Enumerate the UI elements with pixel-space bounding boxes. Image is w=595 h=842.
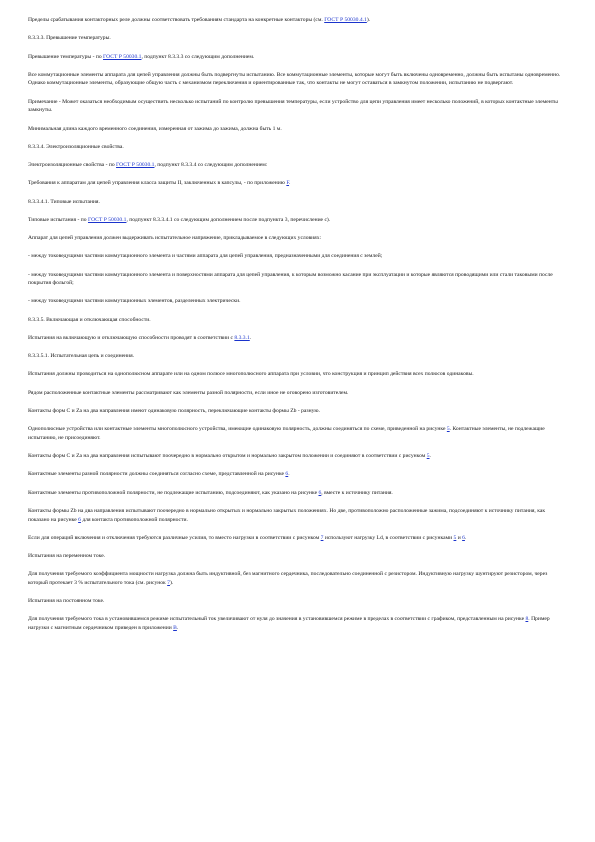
paragraph-text: Примечание - Может оказаться необходимым осуществить несколько испытаний по контролю превышения температуры, если устройство для цепи управления имеет несколько положений, в которых контактные элементы замкнуты. xyxy=(28,98,558,114)
paragraph-text: . xyxy=(249,334,252,341)
paragraph-text: 8.3.3.4.1. Типовые испытания. xyxy=(28,198,100,205)
paragraph-text: Контакты форм C и Za на два направления испытывают поочередно в нормально открытом и нормально закрытом положении и соединяют в соответствии с рисунком xyxy=(28,453,427,460)
paragraph-text: Рядом расположенные контактные элементы рассматривают как элементы разной полярности, если иное не оговорено изготовителем. xyxy=(28,389,349,396)
paragraph-p13 xyxy=(28,252,563,261)
paragraph-p5 xyxy=(28,98,563,115)
reference-link[interactable]: ГОСТ Р 50030.1 xyxy=(87,216,127,223)
paragraph-p23 xyxy=(28,452,563,461)
paragraph-p18 xyxy=(28,352,563,361)
paragraph-p29 xyxy=(28,570,563,587)
paragraph-text: Контакты формы Zb на два направления испытывают поочередно в нормально открытых и нормально закрытых положениях. Но две, противоположно расположенные зажима, подсоединяют к источнику питания, как показано на рисунке xyxy=(28,507,546,523)
paragraph-p7 xyxy=(28,143,563,152)
paragraph-text: - между токоведущими частями коммутационных элементов, разделенных электрически. xyxy=(28,298,241,305)
paragraph-text: . xyxy=(176,625,179,632)
paragraph-text: Минимальная длина каждого временного соединения, измеренная от зажима до зажима, должна быть 1 м. xyxy=(28,125,282,132)
paragraph-text: Испытания на включающую и отключающую способности проводят в соответствии с xyxy=(28,334,235,341)
paragraph-p20 xyxy=(28,389,563,398)
paragraph-text: Пределы срабатывания контакторных реле должны соответствовать требованиям стандарта на конкретные контакторы (см. xyxy=(28,17,325,23)
paragraph-p10 xyxy=(28,198,563,207)
reference-link[interactable]: ГОСТ Р 50030.1 xyxy=(116,162,155,169)
paragraph-text: 8.3.3.5.1. Испытательная цепь и соединения. xyxy=(28,353,135,360)
paragraph-text: Контактные элементы разной полярности должны соединяться согласно схеме, представленной на рисунке xyxy=(28,471,286,478)
paragraph-p6 xyxy=(28,125,563,134)
paragraph-text: . xyxy=(464,534,467,541)
paragraph-text: Испытания на постоянном токе. xyxy=(28,598,105,605)
reference-link[interactable]: ГОСТ Р 50030.4.1 xyxy=(324,17,367,23)
paragraph-text: 8.3.3.4. Электроизоляционные свойства. xyxy=(28,143,124,150)
reference-link[interactable]: 7 xyxy=(167,579,170,586)
paragraph-text: Аппарат для цепей управления должен выдерживать испытательное напряжение, прикладываемое в следующих условиях: xyxy=(28,235,322,242)
reference-link[interactable]: ГОСТ Р 50030.1 xyxy=(103,53,142,60)
paragraph-p21 xyxy=(28,407,563,416)
paragraph-p27 xyxy=(28,534,563,543)
reference-link[interactable]: 6 xyxy=(285,471,289,478)
paragraph-text: Типовые испытания - по xyxy=(28,216,88,223)
paragraph-text: . Пример нагрузки с магнитным сердечником приведен в приложении xyxy=(28,616,550,632)
document-page xyxy=(28,16,563,642)
paragraph-text: и xyxy=(456,534,463,541)
paragraph-p16 xyxy=(28,316,563,325)
paragraph-p28 xyxy=(28,552,563,561)
paragraph-text: Испытания должны проводиться на однополюсном аппарате или на одном полюсе многополюсного аппарата при условии, что конструкция и принцип действия всех полюсов одинаковы. xyxy=(28,371,474,378)
paragraph-p2 xyxy=(28,34,563,43)
paragraph-text: для контакта противоположной полярности. xyxy=(80,516,188,523)
paragraph-p11 xyxy=(28,216,563,225)
paragraph-p4 xyxy=(28,71,563,88)
paragraph-p3 xyxy=(28,53,563,62)
paragraph-p15 xyxy=(28,297,563,306)
paragraph-text: Все коммутационные элементы аппарата для цепей управления должны быть подвергнуты испытанию. Все коммутационные элементы, которые могут быть включены одновременно, должны быть испытаны одновременно. Однако коммутационные элементы, образующие общую часть с механизмом переключения и ориентированные так, что контакты не могут оставаться в замкнутом положении, испытанию не подвергают. xyxy=(28,71,561,87)
paragraph-p12 xyxy=(28,234,563,243)
paragraph-text: Для получения требуемого тока в установившемся режиме испытательный ток увеличивают от нуля до значения в установившемся режиме в пределах в соответствии с графиком, представленным на рисунке xyxy=(28,616,526,623)
reference-link[interactable]: 6 xyxy=(462,534,465,541)
paragraph-text: - между токоведущими частями коммутационного элемента и частями аппарата для цепей управления, предназначенными для соединения с землей; xyxy=(28,253,383,260)
paragraph-text: . xyxy=(288,471,290,478)
paragraph-text: Контактные элементы противоположной полярности, не подлежащие испытанию, подсоединяют, как указано на рисунке xyxy=(28,489,319,496)
paragraph-text: Контакты форм C и Za на два направления имеют одинаковую полярность, переключающие контакты формы Zb - разную. xyxy=(28,407,320,414)
reference-link[interactable]: 6 xyxy=(78,516,81,523)
paragraph-text: Однополюсные устройства или контактные элементы многополюсного устройства, имеющие одинаковую полярность, должны соединяться по схеме, приведенной на рисунке xyxy=(28,426,447,433)
paragraph-text: . Контактные элементы, не подлежащие испытанию, не присоединяют. xyxy=(28,426,545,441)
paragraph-text: - между токоведущими частями коммутационного элемента и поверхностями аппарата для цепей управления, к которым возможно касание при эксплуатации и которые являются проводящими или стали таковыми после покрытия фольгой; xyxy=(28,271,553,287)
paragraph-p26 xyxy=(28,507,563,524)
paragraph-text: 8.3.3.3. Превышение температуры. xyxy=(28,35,111,42)
paragraph-text: Превышение температуры - по xyxy=(28,53,104,60)
reference-link[interactable]: 8 xyxy=(525,616,529,623)
paragraph-p14 xyxy=(28,271,563,288)
paragraph-text: , вместе к источнику питания. xyxy=(321,489,393,496)
paragraph-text: , подпункт 8.3.3.4 со следующим дополнением: xyxy=(154,162,268,169)
paragraph-text: . xyxy=(429,453,431,460)
reference-link[interactable]: 5 xyxy=(426,453,430,460)
paragraph-text: Электроизоляционные свойства - по xyxy=(28,162,117,169)
paragraph-p25 xyxy=(28,489,563,498)
paragraph-p24 xyxy=(28,470,563,479)
paragraph-text: ). xyxy=(169,579,174,586)
paragraph-text: . xyxy=(289,180,291,187)
paragraph-text: ). xyxy=(366,17,371,23)
paragraph-text: используют нагрузку Ld, в соответствии с рисунками xyxy=(323,534,454,541)
reference-link[interactable]: 8.3.3.1 xyxy=(234,334,250,341)
paragraph-text: Для получения требуемого коэффициента мощности нагрузка должна быть индуктивной, без магнитного сердечника, последовательно соединенной с резистором. Индуктивную нагрузку шунтируют резистором, через который протекает 3 % испытательного тока (см. рисунок xyxy=(28,571,548,586)
paragraph-p1 xyxy=(28,16,563,25)
reference-link[interactable]: B xyxy=(173,625,177,632)
reference-link[interactable]: 7 xyxy=(320,534,324,541)
paragraph-p22 xyxy=(28,425,563,442)
paragraph-p17 xyxy=(28,334,563,343)
reference-link[interactable]: 5 xyxy=(446,426,450,433)
paragraph-p8 xyxy=(28,161,563,170)
paragraph-text: 8.3.3.5. Включающая и отключающая способности. xyxy=(28,316,151,323)
paragraph-text: Требования к аппаратам для цепей управления класса защиты II, заключенных в капсулы, - по приложению xyxy=(28,180,287,187)
paragraph-p30 xyxy=(28,597,563,606)
paragraph-text: Если для операций включения и отключения требуются различные усилия, то вместо нагрузки в соответствии с рисунком xyxy=(28,534,321,541)
paragraph-text: , подпункт 8.3.3.3 со следующим дополнением. xyxy=(141,53,255,60)
paragraph-text: Испытания на переменном токе. xyxy=(28,553,106,560)
paragraph-p9 xyxy=(28,179,563,188)
paragraph-text: , подпункт 8.3.3.4.1 со следующим дополнением после подпункта 3, перечисление c). xyxy=(126,216,331,223)
paragraph-p19 xyxy=(28,370,563,379)
reference-link[interactable]: 6 xyxy=(318,489,322,496)
paragraph-p31 xyxy=(28,615,563,632)
reference-link[interactable]: 5 xyxy=(453,534,457,541)
reference-link[interactable]: F xyxy=(286,180,290,187)
